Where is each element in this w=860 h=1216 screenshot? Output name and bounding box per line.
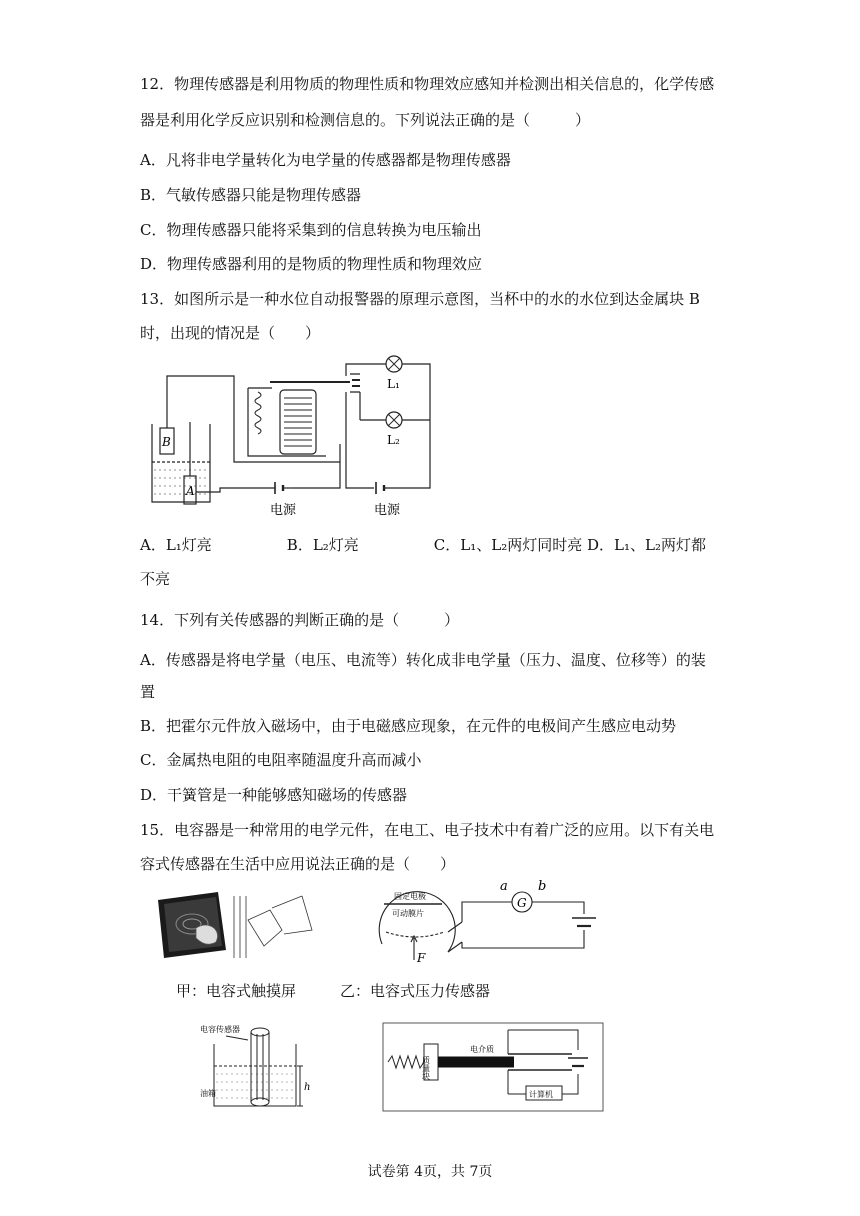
water-alarm-circuit-figure xyxy=(140,352,440,520)
q14-option-d: D．干簧管是一种能够感知磁场的传感器 xyxy=(140,786,408,804)
q13-stem-line1: 13．如图所示是一种水位自动报警器的原理示意图，当杯中的水的水位到达金属块 B xyxy=(140,290,700,308)
touchscreen-figure xyxy=(152,890,328,962)
lamp-l2-label: L₂ xyxy=(387,433,400,447)
galvanometer-g-label: G xyxy=(517,896,527,910)
q12-stem-line2: 器是利用化学反应识别和检测信息的。下列说法正确的是（ ） xyxy=(140,111,591,129)
force-f-label: F xyxy=(417,951,426,965)
q13-options-cont: 不亮 xyxy=(140,570,171,588)
fixed-electrode-label: 固定电极 xyxy=(394,892,426,901)
q12-option-a: A．凡将非电学量转化为电学量的传感器都是物理传感器 xyxy=(140,151,511,169)
displacement-sensor-figure xyxy=(382,1022,604,1112)
point-a-label: a xyxy=(500,879,508,894)
dielectric-label: 电介质 xyxy=(470,1045,494,1054)
q14-option-a-line1: A．传感器是将电学量（电压、电流等）转化成非电学量（压力、温度、位移等）的装 xyxy=(140,651,706,669)
power-source-2-label: 电源 xyxy=(374,503,401,518)
pressure-sensor-figure xyxy=(372,874,604,974)
block-b-label: B xyxy=(162,435,171,449)
height-h-label: h xyxy=(304,1082,311,1093)
lamp-l1-label: L₁ xyxy=(387,377,400,391)
capacitive-sensor-label: 电容传感器 xyxy=(200,1025,240,1034)
oil-tank-label: 油箱 xyxy=(200,1089,216,1098)
mass-block-label: 质量块 xyxy=(421,1056,431,1080)
q12-option-d: D．物理传感器利用的是物质的物理性质和物理效应 xyxy=(140,255,483,273)
q14-option-b: B．把霍尔元件放入磁场中，由于电磁感应现象，在元件的电极间产生感应电动势 xyxy=(140,717,677,735)
q12-option-c: C．物理传感器只能将采集到的信息转换为电压输出 xyxy=(140,221,482,239)
q15-stem-line2: 容式传感器在生活中应用说法正确的是（ ） xyxy=(140,855,456,873)
figure-jia-caption: 甲：电容式触摸屏 xyxy=(176,982,297,1000)
power-source-1-label: 电源 xyxy=(270,503,297,518)
q13-options: A．L₁灯亮 B．L₂灯亮 C．L₁、L₂两灯同时亮 D．L₁、L₂两灯都 xyxy=(140,536,706,554)
page-footer: 试卷第 4页，共 7页 xyxy=(367,1164,493,1180)
q12-stem-line1: 12．物理传感器是利用物质的物理性质和物理效应感知并检测出相关信息的，化学传感 xyxy=(140,75,715,93)
q13-stem-line2: 时，出现的情况是（ ） xyxy=(140,324,321,342)
figure-yi-caption: 乙：电容式压力传感器 xyxy=(340,982,491,1000)
oil-level-sensor-figure xyxy=(196,1018,320,1114)
q14-stem: 14．下列有关传感器的判断正确的是（ ） xyxy=(140,611,460,629)
block-a-label: A xyxy=(186,484,195,498)
computer-label: 计算机 xyxy=(529,1090,553,1099)
q14-option-a-line2: 置 xyxy=(140,683,156,701)
movable-membrane-label: 可动膜片 xyxy=(392,909,424,918)
point-b-label: b xyxy=(538,879,547,894)
q15-stem-line1: 15．电容器是一种常用的电学元件，在电工、电子技术中有着广泛的应用。以下有关电 xyxy=(140,821,715,839)
q14-option-c: C．金属热电阻的电阻率随温度升高而减小 xyxy=(140,751,422,769)
q12-option-b: B．气敏传感器只能是物理传感器 xyxy=(140,186,362,204)
